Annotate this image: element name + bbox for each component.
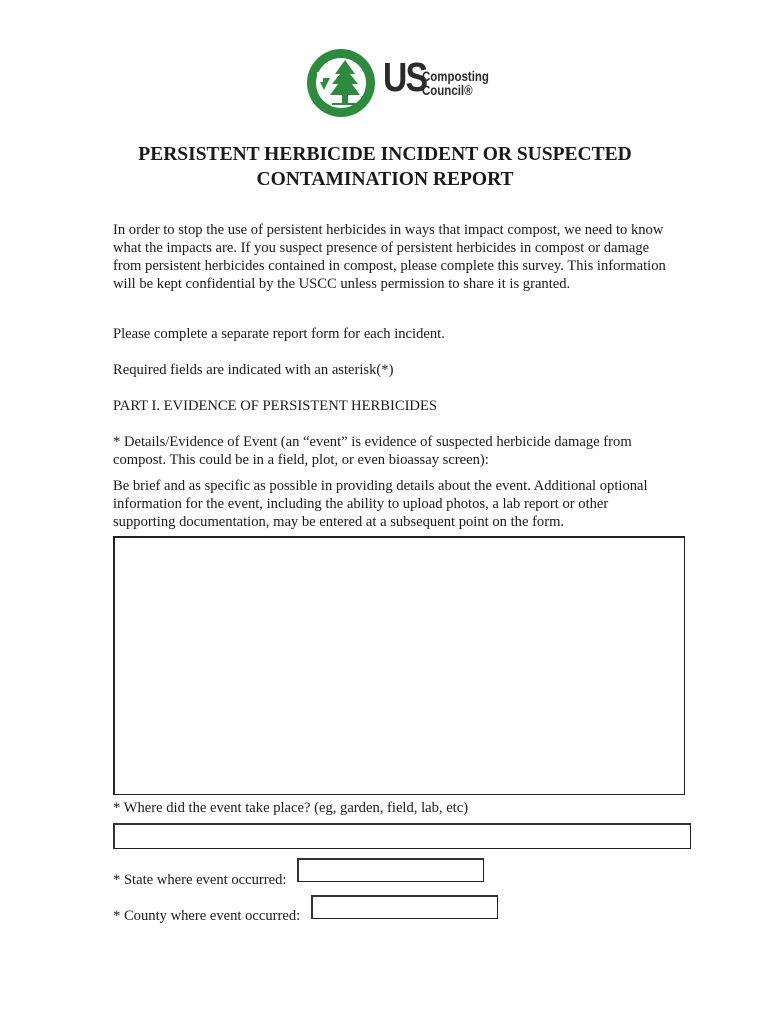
title-line-1: PERSISTENT HERBICIDE INCIDENT OR SUSPECTED — [138, 144, 632, 165]
required-fields-note: Required fields are indicated with an asterisk(*) — [113, 362, 394, 378]
logo-us-text: US — [383, 54, 427, 100]
title-line-2: CONTAMINATION REPORT — [256, 169, 514, 190]
state-input[interactable] — [297, 858, 484, 882]
county-label: * County where event occurred: — [113, 908, 301, 924]
where-label: * Where did the event take place? (eg, garden, field, lab, etc) — [113, 800, 469, 816]
separate-form-note: Please complete a separate report form for each incident. — [113, 326, 445, 342]
page-title — [0, 142, 770, 192]
composting-leaf-icon — [306, 48, 378, 118]
uscc-logo — [306, 48, 506, 118]
state-label: * State where event occurred: — [113, 872, 287, 888]
intro-paragraph: In order to stop the use of persistent herbicides in ways that impact compost, we need to know what the impacts are. If you suspect presence of persistent herbicides in compost or damage from persistent herbicides contained in compost, please complete this survey. This information will be kept confidential by the USCC unless permission to share it is granted. — [113, 222, 666, 292]
part1-heading: PART I. EVIDENCE OF PERSISTENT HERBICIDES — [113, 398, 438, 414]
details-instructions: Be brief and as specific as possible in providing details about the event. Additional optional information for the event, including the ability to upload photos, a lab report or other supporting documentation, may be entered at a subsequent point on the form. — [113, 478, 648, 530]
logo-council-text: Council® — [422, 83, 473, 98]
county-input[interactable] — [311, 895, 498, 919]
details-textarea[interactable] — [113, 536, 685, 795]
details-label: * Details/Evidence of Event (an “event” is evidence of suspected herbicide damage from compost. This could be in a field, plot, or even bioassay screen): — [113, 434, 632, 468]
logo-composting-text: Composting — [422, 69, 489, 84]
where-input[interactable] — [113, 823, 691, 849]
